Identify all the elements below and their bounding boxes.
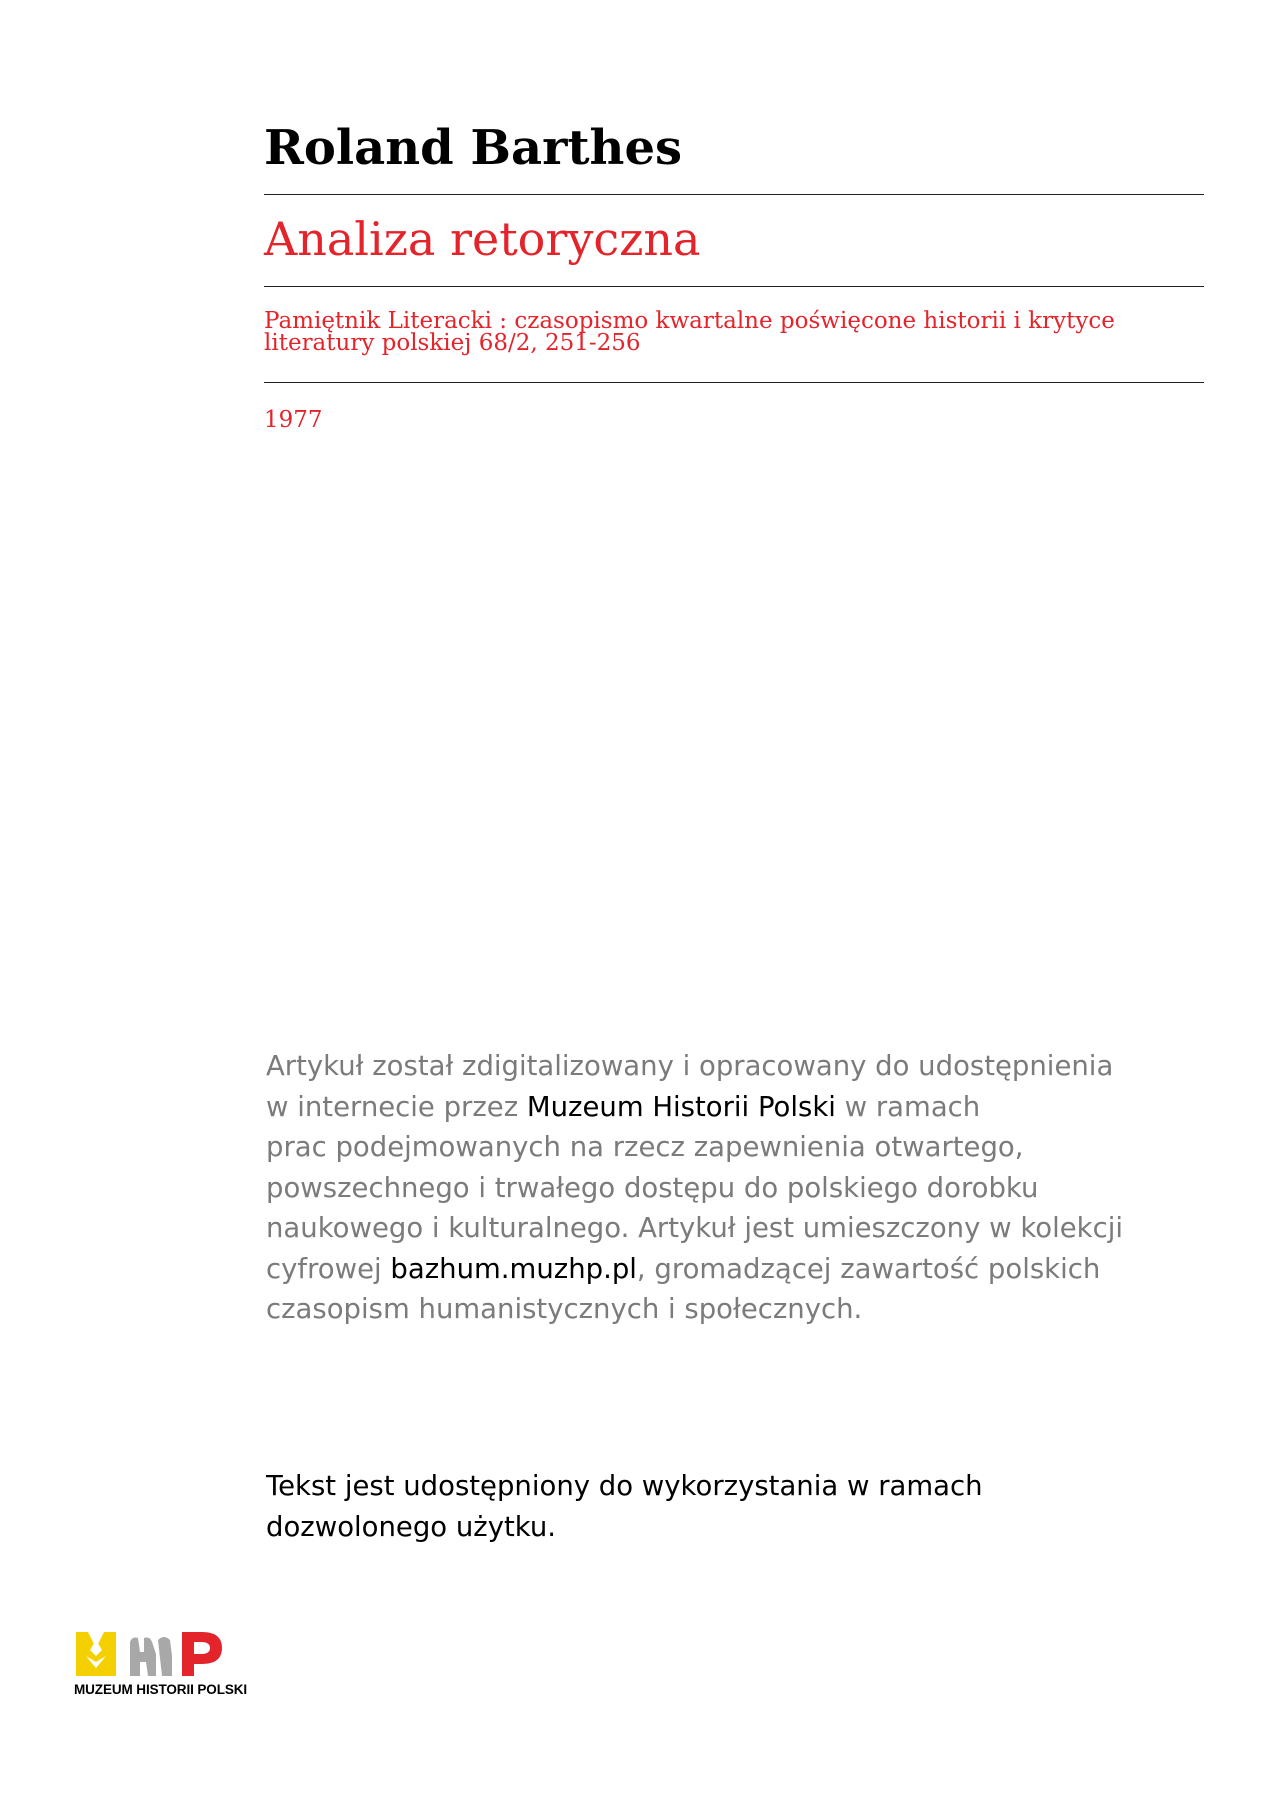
mhp-logo-icon (74, 1626, 274, 1682)
digitization-notice (266, 1046, 1186, 1330)
notice-line: naukowego i kulturalnego. Artykuł jest umieszczony w kolekcji (266, 1212, 1123, 1244)
collection-link[interactable]: bazhum.muzhp.pl (390, 1252, 637, 1285)
logo-h-figure (158, 1637, 172, 1676)
source-citation (264, 310, 1124, 354)
notice-line: Artykuł został zdigitalizowany i opracowany do udostępnienia (266, 1050, 1114, 1082)
license-notice (266, 1466, 1186, 1547)
notice-line: czasopism humanistycznych i społecznych. (266, 1293, 863, 1325)
license-line: dozwolonego użytku. (266, 1510, 557, 1543)
notice-line: prac podejmowanych na rzecz zapewnienia otwartego, (266, 1131, 1024, 1163)
notice-line (266, 1087, 1186, 1128)
notice-text: w internecie przez (266, 1090, 527, 1123)
logo-caption: MUZEUM HISTORII POLSKI (74, 1682, 248, 1697)
publication-year: 1977 (264, 407, 323, 433)
notice-text: w ramach (835, 1090, 981, 1123)
divider (264, 382, 1204, 383)
museum-name: Muzeum Historii Polski (526, 1090, 836, 1123)
article-title: Analiza retoryczna (264, 212, 701, 266)
notice-text: cyfrowej (266, 1252, 391, 1285)
divider (264, 194, 1204, 195)
source-citation-line: Pamiętnik Literacki : czasopismo kwartalne poświęcone historii i krytyce (264, 308, 1115, 334)
license-line: Tekst jest udostępniony do wykorzystania w ramach (266, 1470, 983, 1502)
divider (264, 286, 1204, 287)
notice-text: , gromadzącej zawartość polskich (636, 1252, 1101, 1285)
source-citation-line: literatury polskiej 68/2, 251-256 (264, 330, 641, 356)
author-name: Roland Barthes (264, 120, 683, 176)
museum-logo (74, 1626, 274, 1706)
logo-h-shape (130, 1638, 156, 1677)
notice-line: powszechnego i trwałego dostępu do polskiego dorobku (266, 1171, 1039, 1204)
logo-p-shape (182, 1632, 222, 1676)
notice-line (266, 1249, 1186, 1290)
